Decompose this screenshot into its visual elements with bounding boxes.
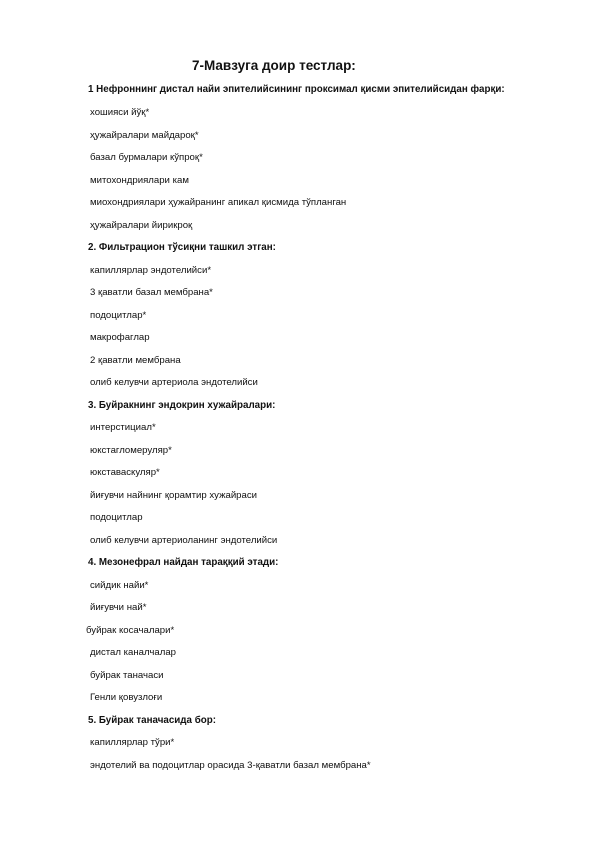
question-5-text: 5. Буйрак таначасида бор: bbox=[88, 715, 216, 726]
question-3-text: 3. Буйракнинг эндокрин хужайралари: bbox=[88, 400, 276, 411]
answer-option: эндотелий ва подоцитлар орасида 3-қаватли базал мембрана* bbox=[90, 760, 371, 771]
answer-option: хошияси йўқ* bbox=[90, 107, 150, 118]
answer-option: Генли қовузлоғи bbox=[90, 692, 163, 703]
answer-option: 3 қаватли базал мембрана* bbox=[90, 287, 213, 298]
answer-option: ҳужайралари йирикроқ bbox=[90, 220, 193, 231]
answer-option: йиғувчи найнинг қорамтир хужайраси bbox=[90, 490, 258, 501]
answer-option: капиллярлар тўри* bbox=[90, 737, 175, 748]
answer-option: капиллярлар эндотелийси* bbox=[90, 265, 212, 276]
question-2-text: 2. Фильтрацион тўсиқни ташкил этган: bbox=[88, 242, 276, 253]
answer-option: интерстициал* bbox=[90, 422, 156, 433]
answer-option: миохондриялари ҳужайранинг апикал қисмида тўпланган bbox=[90, 197, 347, 208]
answer-option: олиб келувчи артериоланинг эндотелийси bbox=[90, 535, 278, 546]
answer-option: буйрак таначаси bbox=[90, 670, 164, 681]
answer-option: йиғувчи най* bbox=[90, 602, 147, 613]
answer-option: ҳужайралари майдароқ* bbox=[90, 130, 199, 141]
page-title: 7-Мавзуга доир тестлар: bbox=[192, 58, 356, 73]
answer-option: макрофаглар bbox=[90, 332, 150, 343]
answer-option: митохондриялари кам bbox=[90, 175, 189, 186]
answer-option: сийдик найи* bbox=[90, 580, 149, 591]
answer-option: дистал каналчалар bbox=[90, 647, 177, 658]
answer-option: буйрак косачалари* bbox=[86, 625, 175, 636]
answer-option: юкстагломеруляр* bbox=[90, 445, 172, 456]
answer-option: 2 қаватли мембрана bbox=[90, 355, 181, 366]
answer-option: юкставаскуляр* bbox=[90, 467, 160, 478]
question-1-text: 1 Нефроннинг дистал найи эпителийсининг проксимал қисми эпителийсидан фарқи: bbox=[88, 84, 505, 95]
answer-option: подоцитлар bbox=[90, 512, 143, 523]
answer-option: подоцитлар* bbox=[90, 310, 147, 321]
answer-option: базал бурмалари кўпроқ* bbox=[90, 152, 203, 163]
question-4-text: 4. Мезонефрал найдан тараққий этади: bbox=[88, 557, 279, 568]
answer-option: олиб келувчи артериола эндотелийси bbox=[90, 377, 258, 388]
